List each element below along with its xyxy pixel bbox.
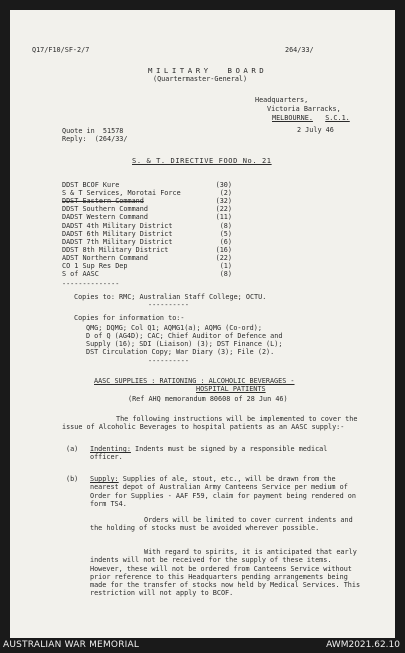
file-reference-right: 264/33/ [285,46,314,54]
distribution-addressee: DDST BCOF Kure [62,181,120,189]
item-a-text: Indenting: Indents must be signed by a responsible medical officer. [90,445,328,462]
archive-footer [0,638,405,653]
distribution-copies: (22) [215,205,232,214]
file-reference-left: Q17/F10/SF-2/7 [32,46,90,54]
distribution-copies: (1) [219,262,232,270]
copies-info-line: Supply (16); SDI (Liaison) (3); DST Finance (L); [86,340,283,348]
copies-to: Copies to: RMC; Australian Staff College; OCTU. [74,293,267,301]
distribution-addressee: DADST 6th Military District [62,229,173,238]
distribution-item [62,238,232,246]
distribution-addressee: DADST 4th Military District [62,221,173,230]
distribution-addressee: CO 1 Sup Res Dep [62,262,128,270]
separator-line: -------------- [62,280,120,288]
reference-line: (Ref AHQ memorandum 80608 of 28 Jun 46) [128,395,288,403]
distribution-addressee: DADST Western Command [62,213,148,222]
distribution-addressee: ADST Northern Command [62,253,148,262]
copies-info-line: QMG; DQMG; Col Q1; AQMG1(a); AQMG (Co-ord); [86,324,262,332]
item-b-label: (b) [66,475,79,483]
spirits-paragraph: With regard to spirits, it is anticipated that early indents will not be received for the supply of these items. However, these will not be ordered from Canteens Service without prior reference to this Headquarters pending arrangements being made for the transfer of stocks now held by Medical Services. This restriction will not apply to BCOF. [90,548,361,598]
item-a-label: (a) [66,445,79,453]
distribution-item [62,181,232,189]
distribution-item [62,189,232,197]
document-subtitle: (Quartermaster-General) [153,75,248,83]
distribution-item [62,246,232,254]
distribution-item [62,270,232,278]
directive-title: S. & T. DIRECTIVE FOOD No. 21 [132,157,272,165]
distribution-item [62,197,232,205]
intro-paragraph: The following instructions will be implemented to cover the issue of Alcoholic Beverages to hospital patients as an AASC supply:- [62,415,358,432]
distribution-addressee: S of AASC [62,270,99,279]
address-city: MELBOURNE. S.C.1. [272,114,350,122]
distribution-copies: (8) [219,270,232,279]
distribution-addressee: S & T Services, Morotai Force [62,189,181,198]
distribution-copies: (8) [219,221,232,230]
copies-info-line: D of Q (AG4D); CAC; Chief Auditor of Defence and [86,332,283,340]
address-line-1: Headquarters, [255,96,309,104]
distribution-item [62,230,232,238]
subject-line-1: AASC SUPPLIES : RATIONING : ALCOHOLIC BEVERAGES - [94,377,295,385]
document-page [10,10,395,638]
separator-line-short: ---------- [148,357,189,365]
distribution-addressee: DADST 7th Military District [62,237,173,246]
distribution-copies: (22) [215,253,232,262]
subject-line-2: HOSPITAL PATIENTS [196,385,266,393]
distribution-item [62,222,232,230]
distribution-addressee: DDST Eastern Command [62,197,144,206]
copies-info-line: DST Circulation Copy; War Diary (3); File (2). [86,348,275,356]
distribution-addressee: DDST 8th Military District [62,245,169,254]
distribution-copies: (11) [215,213,232,222]
document-date: 2 July 46 [297,126,334,134]
distribution-copies: (32) [215,197,232,206]
footer-left-label: AUSTRALIAN WAR MEMORIAL [3,640,140,650]
item-b-text: Supply: Supplies of ale, stout, etc., will be drawn from the nearest depot of Australian Army Canteens Service per medium of Order for Supplies - AAF F59, claim for payment being rendered on form TS4. [90,475,356,508]
distribution-addressee: DDST Southern Command [62,205,148,214]
address-line-2: Victoria Barracks, [267,105,341,113]
quote-reference: Quote in 51578 [62,127,124,135]
distribution-item [62,213,232,221]
distribution-item [62,254,232,262]
document-title: MILITARY BOARD [148,66,268,75]
distribution-copies: (16) [215,245,232,254]
distribution-item [62,205,232,213]
separator-line-short: ---------- [148,301,189,309]
distribution-copies: (30) [215,181,232,189]
distribution-copies: (6) [219,237,232,246]
orders-paragraph: Orders will be limited to cover current indents and the holding of stocks must be avoided wherever possible. [90,516,353,533]
reply-reference: Reply: (264/33/ [62,135,128,143]
distribution-item [62,262,232,270]
distribution-copies: (2) [219,189,232,198]
copies-info-label: Copies for information to:- [74,314,185,322]
footer-right-label: AWM2021.62.10 [326,640,400,650]
distribution-copies: (5) [219,229,232,238]
